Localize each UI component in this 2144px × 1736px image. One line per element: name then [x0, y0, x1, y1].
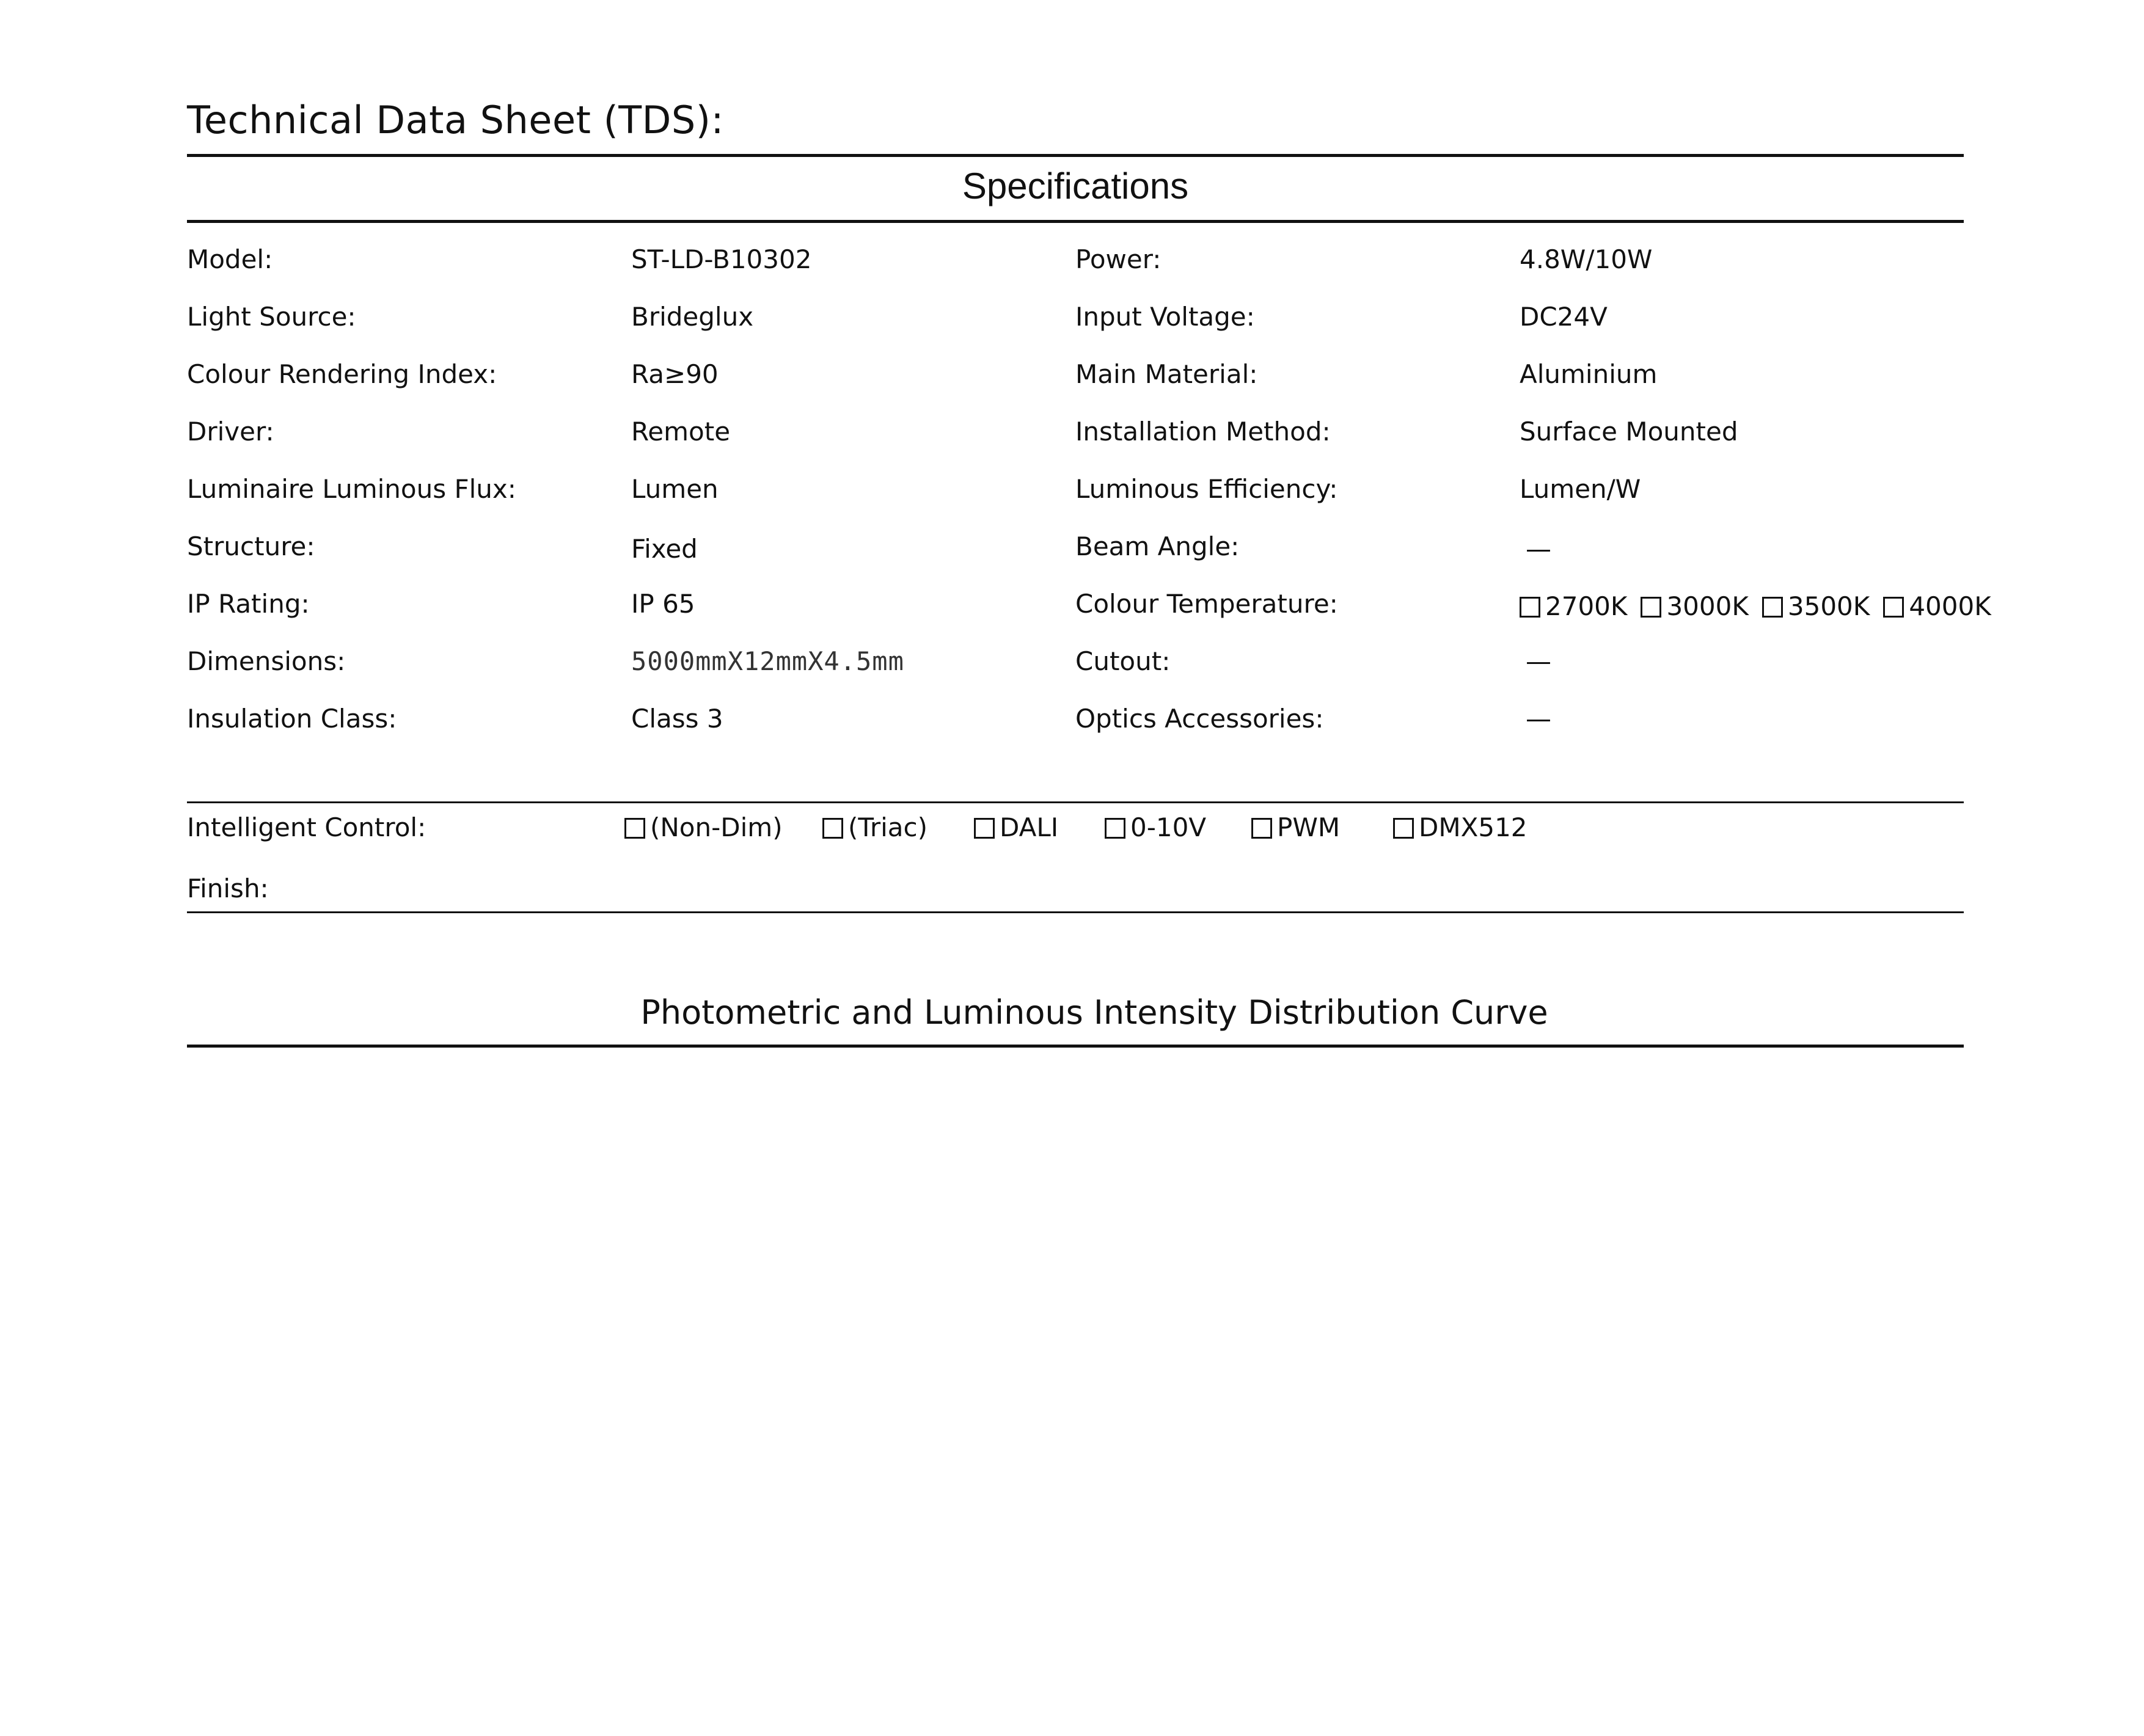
spec-value: Fixed: [631, 534, 698, 564]
colour-temp-option[interactable]: [1641, 591, 1748, 621]
checkbox-icon[interactable]: [822, 818, 843, 839]
spec-label: Colour Temperature:: [1075, 589, 1338, 619]
spec-row-dimensions: [187, 646, 1964, 704]
checkbox-icon[interactable]: [1105, 818, 1125, 839]
control-option-label: PWM: [1277, 812, 1341, 842]
spec-value: Surface Mounted: [1520, 417, 1738, 447]
spec-value: —: [1526, 704, 1551, 734]
control-option-dmx512[interactable]: [1393, 812, 1528, 842]
spec-row-light-source: [187, 302, 1964, 359]
spec-value: Remote: [631, 417, 731, 447]
specifications-divider: [187, 220, 1964, 223]
control-divider-bottom: [187, 911, 1964, 913]
spec-row-insulation: [187, 704, 1964, 761]
spec-label: Structure:: [187, 531, 315, 561]
spec-label: Luminaire Luminous Flux:: [187, 474, 516, 504]
spec-label: Light Source:: [187, 302, 356, 332]
photometric-divider: [187, 1045, 1964, 1048]
control-option-label: DMX512: [1419, 812, 1528, 842]
spec-value: DC24V: [1520, 302, 1608, 332]
colour-temp-label: 4000K: [1909, 591, 1991, 621]
checkbox-icon[interactable]: [1520, 597, 1540, 618]
spec-label: Insulation Class:: [187, 704, 397, 734]
colour-temp-label: 2700K: [1545, 591, 1628, 621]
photometric-heading: Photometric and Luminous Intensity Distribution Curve: [640, 993, 1548, 1032]
finish-label: Finish:: [187, 873, 269, 903]
checkbox-icon[interactable]: [1393, 818, 1414, 839]
specifications-heading: Specifications: [962, 166, 1189, 206]
spec-value: IP 65: [631, 589, 695, 619]
spec-label: Main Material:: [1075, 359, 1258, 389]
intelligent-control-row: [187, 812, 1964, 849]
control-option-dali[interactable]: [974, 812, 1058, 842]
colour-temp-option[interactable]: [1762, 591, 1870, 621]
intelligent-control-label: Intelligent Control:: [187, 812, 426, 842]
spec-label: Input Voltage:: [1075, 302, 1255, 332]
checkbox-icon[interactable]: [1251, 818, 1272, 839]
spec-row-model: [187, 244, 1964, 302]
control-option-0-10v[interactable]: [1105, 812, 1206, 842]
spec-label: Power:: [1075, 244, 1162, 274]
control-option-pwm[interactable]: [1251, 812, 1340, 842]
control-option-triac[interactable]: [822, 812, 927, 842]
spec-label: Luminous Efficiency:: [1075, 474, 1338, 504]
colour-temperature-options: [1520, 591, 1991, 621]
spec-value: Lumen/W: [1520, 474, 1641, 504]
control-option-label: DALI: [1000, 812, 1059, 842]
spec-value: ST-LD-B10302: [631, 244, 812, 274]
spec-row-structure: [187, 531, 1964, 589]
colour-temp-label: 3500K: [1787, 591, 1870, 621]
spec-label: Installation Method:: [1075, 417, 1331, 447]
spec-row-driver: [187, 417, 1964, 474]
spec-value: —: [1526, 534, 1551, 564]
spec-row-luminous-flux: [187, 474, 1964, 531]
colour-temp-label: 3000K: [1666, 591, 1749, 621]
colour-temp-option[interactable]: [1883, 591, 1991, 621]
spec-value: Lumen: [631, 474, 719, 504]
control-option-non-dim[interactable]: [624, 812, 783, 842]
spec-row-ip-rating: [187, 589, 1991, 646]
spec-row-cri: [187, 359, 1964, 417]
checkbox-icon[interactable]: [1762, 597, 1783, 618]
spec-label: IP Rating:: [187, 589, 310, 619]
spec-value: Ra≥90: [631, 359, 719, 389]
control-option-label: (Non-Dim): [650, 812, 783, 842]
spec-value: Brideglux: [631, 302, 754, 332]
checkbox-icon[interactable]: [1883, 597, 1904, 618]
checkbox-icon[interactable]: [624, 818, 645, 839]
spec-label: Model:: [187, 244, 273, 274]
spec-value: 5000mmX12mmX4.5mm: [631, 646, 904, 676]
spec-label: Optics Accessories:: [1075, 704, 1324, 734]
document-title: Technical Data Sheet (TDS):: [187, 98, 724, 142]
spec-label: Beam Angle:: [1075, 531, 1240, 561]
checkbox-icon[interactable]: [974, 818, 995, 839]
spec-value: Class 3: [631, 704, 723, 734]
checkbox-icon[interactable]: [1641, 597, 1661, 618]
colour-temp-option[interactable]: [1520, 591, 1627, 621]
specifications-table: [187, 244, 1991, 761]
control-divider-top: [187, 801, 1964, 803]
control-option-label: 0-10V: [1130, 812, 1207, 842]
spec-value: Aluminium: [1520, 359, 1658, 389]
spec-label: Colour Rendering Index:: [187, 359, 497, 389]
control-option-label: (Triac): [848, 812, 928, 842]
spec-label: Cutout:: [1075, 646, 1171, 676]
spec-label: Dimensions:: [187, 646, 346, 676]
spec-value: —: [1526, 646, 1551, 676]
title-divider: [187, 154, 1964, 157]
spec-label: Driver:: [187, 417, 274, 447]
spec-value: 4.8W/10W: [1520, 244, 1653, 274]
